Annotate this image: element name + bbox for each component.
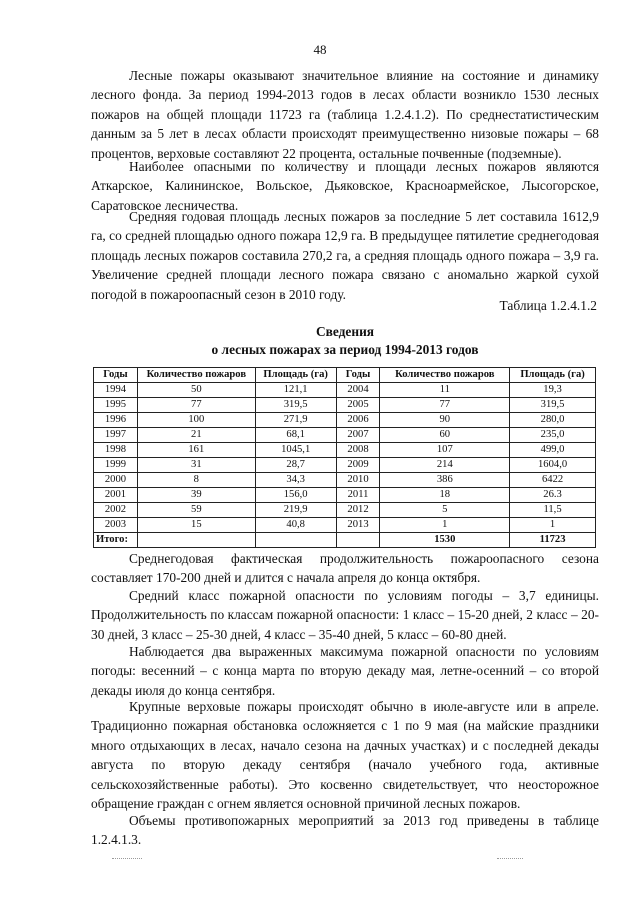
cell-area: 280,0 — [510, 413, 596, 428]
cell-fire-count: 1 — [380, 518, 510, 533]
cell-area: 11,5 — [510, 503, 596, 518]
cell-fire-count: 8 — [137, 473, 255, 488]
cell-year: 1996 — [94, 413, 138, 428]
cell-year: 2012 — [336, 503, 380, 518]
cell-fire-count: 90 — [380, 413, 510, 428]
paragraph-average-area: Средняя годовая площадь лесных пожаров за последние 5 лет составила 1612,9 га, со средней площадью одного пожара 12,9 га. В предыдущее пятилетие среднегодовая площадь лесных пожаров составила 270,2 га, а средняя площадь одного пожара – 3,9 га. Увеличение средней площади лесного пожара связано с аномально жаркой сухой погодой в пожароопасный сезон в 2010 году. — [91, 209, 599, 302]
table-row — [94, 398, 596, 413]
cell-area: 271,9 — [255, 413, 336, 428]
cell-area: 26.3 — [510, 488, 596, 503]
total-area: 11723 — [510, 533, 596, 548]
cell-fire-count: 5 — [380, 503, 510, 518]
table-row — [94, 488, 596, 503]
paragraph-crown-fires: Крупные верховые пожары происходят обычно в июле-августе или в апреле. Традиционно пожарная обстановка осложняется с 1 по 9 мая (на майские праздники много отдыхающих в лесах, начало сезона на дачных участках) и с последней декады августа по вторую декаду сентября (начало учебного года, активные сельскохозяйственные работы). Это косвенно свидетельствует, что неосторожное обращение граждан с огнем является основной причиной лесных пожаров. — [91, 699, 599, 812]
cell-year: 2007 — [336, 428, 380, 443]
table-row — [94, 503, 596, 518]
total-fire-count: 1530 — [380, 533, 510, 548]
cell-fire-count: 60 — [380, 428, 510, 443]
total-label: Итого: — [94, 533, 138, 548]
cell-area: 1 — [510, 518, 596, 533]
total-empty-cell — [255, 533, 336, 548]
cell-area: 6422 — [510, 473, 596, 488]
table-row — [94, 473, 596, 488]
paragraph-most-dangerous-forestries: Наиболее опасными по количеству и площади лесных пожаров являются Аткарское, Калининское, Вольское, Дьяковское, Красноармейское, Лысогорское, Саратовское лесничества. — [91, 159, 599, 213]
cell-year: 2009 — [336, 458, 380, 473]
paragraph-fire-prevention-volumes: Объемы противопожарных мероприятий за 2013 год приведены в таблице 1.2.4.1.3. — [91, 813, 599, 848]
cell-area: 235,0 — [510, 428, 596, 443]
cell-fire-count: 161 — [137, 443, 255, 458]
total-empty-cell — [336, 533, 380, 548]
cell-year: 2001 — [94, 488, 138, 503]
table-row — [94, 383, 596, 398]
cell-year: 2002 — [94, 503, 138, 518]
paragraph-fire-danger-class: Средний класс пожарной опасности по условиям погоды – 3,7 единицы. Продолжительность по классам пожарной опасности: 1 класс – 15-20 дней, 2 класс – 20-30 дней, 3 класс – 25-30 дней, 4 класс – 35-40 дней, 5 класс – 60-80 дней. — [91, 588, 599, 642]
cell-year: 2010 — [336, 473, 380, 488]
cell-year: 2003 — [94, 518, 138, 533]
cell-area: 499,0 — [510, 443, 596, 458]
table-row — [94, 518, 596, 533]
cell-fire-count: 31 — [137, 458, 255, 473]
header-fire-count-2: Количество пожаров — [380, 368, 510, 383]
table-row — [94, 443, 596, 458]
cell-year: 2004 — [336, 383, 380, 398]
header-fire-count-1: Количество пожаров — [137, 368, 255, 383]
cell-fire-count: 15 — [137, 518, 255, 533]
cell-fire-count: 77 — [137, 398, 255, 413]
table-row — [94, 413, 596, 428]
cell-area: 319,5 — [255, 398, 336, 413]
cell-year: 1999 — [94, 458, 138, 473]
header-area-1: Площадь (га) — [255, 368, 336, 383]
cell-fire-count: 39 — [137, 488, 255, 503]
cell-area: 40,8 — [255, 518, 336, 533]
cell-area: 28,7 — [255, 458, 336, 473]
header-years-2: Годы — [336, 368, 380, 383]
cell-fire-count: 77 — [380, 398, 510, 413]
cell-area: 156,0 — [255, 488, 336, 503]
cell-area: 1045,1 — [255, 443, 336, 458]
cell-area: 19,3 — [510, 383, 596, 398]
header-years-1: Годы — [94, 368, 138, 383]
cell-year: 1994 — [94, 383, 138, 398]
cell-year: 2000 — [94, 473, 138, 488]
cell-fire-count: 107 — [380, 443, 510, 458]
cell-year: 1998 — [94, 443, 138, 458]
cell-fire-count: 59 — [137, 503, 255, 518]
scan-mark — [497, 858, 523, 860]
cell-fire-count: 386 — [380, 473, 510, 488]
cell-year: 2008 — [336, 443, 380, 458]
table-heading — [91, 323, 599, 359]
cell-year: 2011 — [336, 488, 380, 503]
cell-area: 219,9 — [255, 503, 336, 518]
total-empty-cell — [137, 533, 255, 548]
paragraph-danger-maxima: Наблюдается два выраженных максимума пожарной опасности по условиям погоды: весенний – с конца марта по вторую декаду мая, летне-осенний – со второй декады июля до конца сентября. — [91, 644, 599, 698]
cell-year: 1997 — [94, 428, 138, 443]
table-title-line-1: Сведения — [315, 324, 375, 339]
page-number: 48 — [313, 42, 327, 57]
cell-year: 2013 — [336, 518, 380, 533]
table-title-line-2: о лесных пожарах за период 1994-2013 годов — [211, 342, 479, 357]
paragraph-forest-fire-impact: Лесные пожары оказывают значительное влияние на состояние и динамику лесного фонда. За период 1994-2013 годов в лесах области возникло 1530 лесных пожаров на общей площади 11723 га (таблица 1.2.4.1.2). По среднестатистическим данным за 5 лет в лесах области происходят преимущественно низовые пожары – 68 процентов, верховые составляют 22 процента, остальные почвенные (подземные). — [91, 68, 599, 161]
cell-fire-count: 214 — [380, 458, 510, 473]
paragraph-season-duration: Среднегодовая фактическая продолжительность пожароопасного сезона составляет 170-200 дней и длится с начала апреля до конца октября. — [91, 551, 599, 586]
table-row — [94, 428, 596, 443]
cell-year: 1995 — [94, 398, 138, 413]
cell-area: 121,1 — [255, 383, 336, 398]
scan-mark — [112, 858, 142, 860]
table-row — [94, 458, 596, 473]
table-header-row — [94, 368, 596, 383]
table-label: Таблица 1.2.4.1.2 — [499, 298, 597, 313]
forest-fires-table — [93, 367, 596, 548]
cell-fire-count: 18 — [380, 488, 510, 503]
cell-area: 1604,0 — [510, 458, 596, 473]
header-area-2: Площадь (га) — [510, 368, 596, 383]
cell-area: 319,5 — [510, 398, 596, 413]
cell-year: 2006 — [336, 413, 380, 428]
table-total-row — [94, 533, 596, 548]
cell-area: 34,3 — [255, 473, 336, 488]
table-body — [94, 383, 596, 533]
cell-area: 68,1 — [255, 428, 336, 443]
cell-fire-count: 100 — [137, 413, 255, 428]
cell-fire-count: 50 — [137, 383, 255, 398]
cell-fire-count: 21 — [137, 428, 255, 443]
cell-fire-count: 11 — [380, 383, 510, 398]
cell-year: 2005 — [336, 398, 380, 413]
